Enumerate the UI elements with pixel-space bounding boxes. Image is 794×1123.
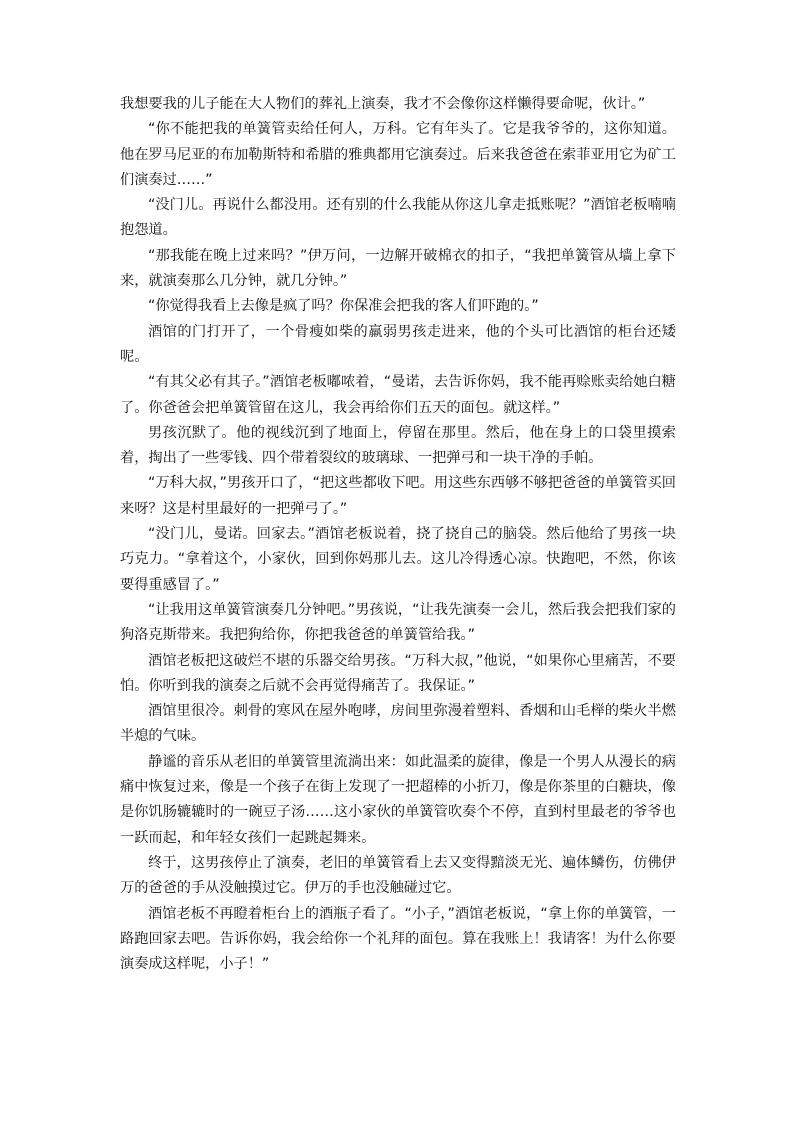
paragraph-2: “你不能把我的单簧管卖给任何人，万科。它有年头了。它是我爷爷的，这你知道。他在罗马尼亚的布加勒斯特和希腊的雅典都用它演奏过。后来我爸爸在索菲亚用它为矿工们演奏过……” [120, 121, 676, 188]
paragraph-1: 我想要我的儿子能在大人物们的葬礼上演奏，我才不会像你这样懒得要命呢，伙计。” [120, 96, 646, 112]
paragraph-14: 静谧的音乐从老旧的单簧管里流淌出来：如此温柔的旋律，像是一个男人从漫长的病痛中恢复过来，像是一个孩子在街上发现了一把超棒的小折刀，像是你茶里的白糖块，像是你饥肠辘辘时的一碗豆子汤……这小家伙的单簧管吹奏个不停，直到村里最老的爷爷也一跃而起，和年轻女孩们一起跳起舞来。 [120, 753, 676, 846]
paragraph-5: “你觉得我看上去像是疯了吗？你保准会把我的客人们吓跑的。” [148, 298, 539, 315]
document-page [120, 92, 676, 977]
paragraph-3: “没门儿。再说什么都没用。还有别的什么我能从你这儿拿走抵账呢？”酒馆老板喃喃抱怨道。 [120, 197, 676, 239]
paragraph-10: “没门儿，曼诺。回家去。”酒馆老板说着，挠了挠自己的脑袋。然后他给了男孩一块巧克力。“拿着这个，小家伙，回到你妈那儿去。这儿冷得透心凉。快跑吧，不然，你该要得重感冒了。” [120, 526, 676, 593]
paragraph-4: “那我能在晚上过来吗？”伊万问，一边解开破棉衣的扣子，“我把单簧管从墙上拿下来，就演奏那么几分钟，就几分钟。” [120, 247, 676, 290]
paragraph-13: 酒馆里很冷。刺骨的寒风在屋外咆哮，房间里弥漫着塑料、香烟和山毛榉的柴火半燃半熄的气味。 [120, 703, 676, 745]
paragraph-16: 酒馆老板不再瞪着柜台上的酒瓶子看了。“小子，”酒馆老板说，“拿上你的单簧管，一路跑回家去吧。告诉你妈，我会给你一个礼拜的面包。算在我账上！我请客！为什么你要演奏成这样呢，小子！” [120, 905, 676, 973]
paragraph-15: 终于，这男孩停止了演奏，老旧的单簧管看上去又变得黯淡无光、遍体鳞伤，仿佛伊万的爸爸的手从没触摸过它。伊万的手也没触碰过它。 [120, 854, 676, 897]
paragraph-12: 酒馆老板把这破烂不堪的乐器交给男孩。“万科大叔，”他说，“如果你心里痛苦，不要怕。你听到我的演奏之后就不会再觉得痛苦了。我保证。” [120, 652, 676, 694]
paragraph-8: 男孩沉默了。他的视线沉到了地面上，停留在那里。然后，他在身上的口袋里摸索着，掏出了一些零钱、四个带着裂纹的玻璃球、一把弹弓和一块干净的手帕。 [120, 424, 676, 467]
paragraph-6: 酒馆的门打开了，一个骨瘦如柴的羸弱男孩走进来，他的个头可比酒馆的柜台还矮呢。 [120, 323, 676, 365]
paragraph-11: “让我用这单簧管演奏几分钟吧。”男孩说，“让我先演奏一会儿，然后我会把我们家的狗洛克斯带来。我把狗给你，你把我爸爸的单簧管给我。” [120, 601, 676, 644]
paragraph-7: “有其父必有其子。”酒馆老板嘟哝着，“曼诺，去告诉你妈，我不能再赊账卖给她白糖了。你爸爸会把单簧管留在这儿，我会再给你们五天的面包。就这样。” [120, 374, 676, 416]
paragraph-9: “万科大叔，”男孩开口了，“把这些都收下吧。用这些东西够不够把爸爸的单簧管买回来呀？这是村里最好的一把弹弓了。” [120, 475, 676, 517]
